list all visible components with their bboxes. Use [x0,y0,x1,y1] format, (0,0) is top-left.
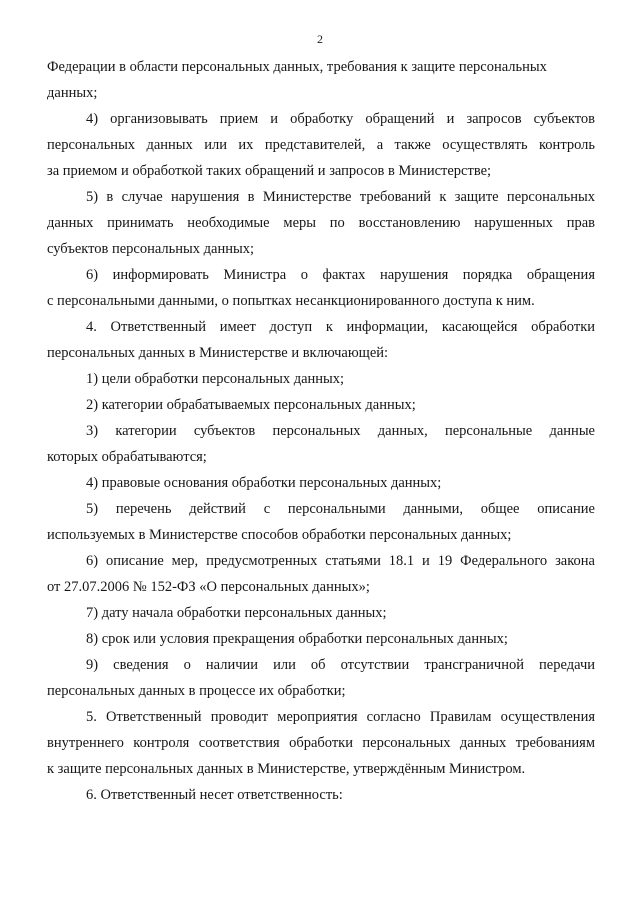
text-line: данных; [47,85,98,101]
text-line: внутреннего контроля соответствия обработки персональных данных требованиям [47,735,595,751]
text-line: за приемом и обработкой таких обращений и запросов в Министерстве; [47,163,492,179]
text-line: 2) категории обрабатываемых персональных данных; [86,397,416,413]
text-line: персональных данных в процессе их обработки; [47,683,346,699]
text-line: от 27.07.2006 № 152-ФЗ «О персональных данных»; [47,579,370,595]
text-line: 5. Ответственный проводит мероприятия согласно Правилам осуществления [86,709,595,725]
text-line: 7) дату начала обработки персональных данных; [86,605,387,621]
text-line: 8) срок или условия прекращения обработки персональных данных; [86,631,508,647]
text-line: 3) категории субъектов персональных данных, персональные данные [86,423,595,439]
text-line: персональных данных в Министерстве и включающей: [47,345,389,361]
text-line: 5) перечень действий с персональными данными, общее описание [86,501,595,517]
text-line: данных принимать необходимые меры по восстановлению нарушенных прав [47,215,595,231]
text-line: 4) правовые основания обработки персональных данных; [86,475,442,491]
text-line: 1) цели обработки персональных данных; [86,371,345,387]
text-line: которых обрабатываются; [47,449,207,465]
text-line: к защите персональных данных в Министерстве, утверждённым Министром. [47,761,526,777]
text-line: 4. Ответственный имеет доступ к информации, касающейся обработки [86,319,595,335]
document-body [47,54,595,808]
text-line: субъектов персональных данных; [47,241,255,257]
text-line: Федерации в области персональных данных, требования к защите персональных [47,59,547,75]
text-line: используемых в Министерстве способов обработки персональных данных; [47,527,512,543]
page-number: 2 [317,32,323,46]
text-line: 9) сведения о наличии или об отсутствии трансграничной передачи [86,657,595,673]
text-line: персональных данных или их представителей, а также осуществлять контроль [47,137,595,153]
text-line: с персональными данными, о попытках несанкционированного доступа к ним. [47,293,535,309]
text-line: 6. Ответственный несет ответственность: [86,787,343,803]
text-line: 5) в случае нарушения в Министерстве требований к защите персональных [86,189,595,205]
text-line: 4) организовывать прием и обработку обращений и запросов субъектов [86,111,595,127]
text-line: 6) описание мер, предусмотренных статьями 18.1 и 19 Федерального закона [86,553,595,569]
text-line: 6) информировать Министра о фактах нарушения порядка обращения [86,267,595,283]
